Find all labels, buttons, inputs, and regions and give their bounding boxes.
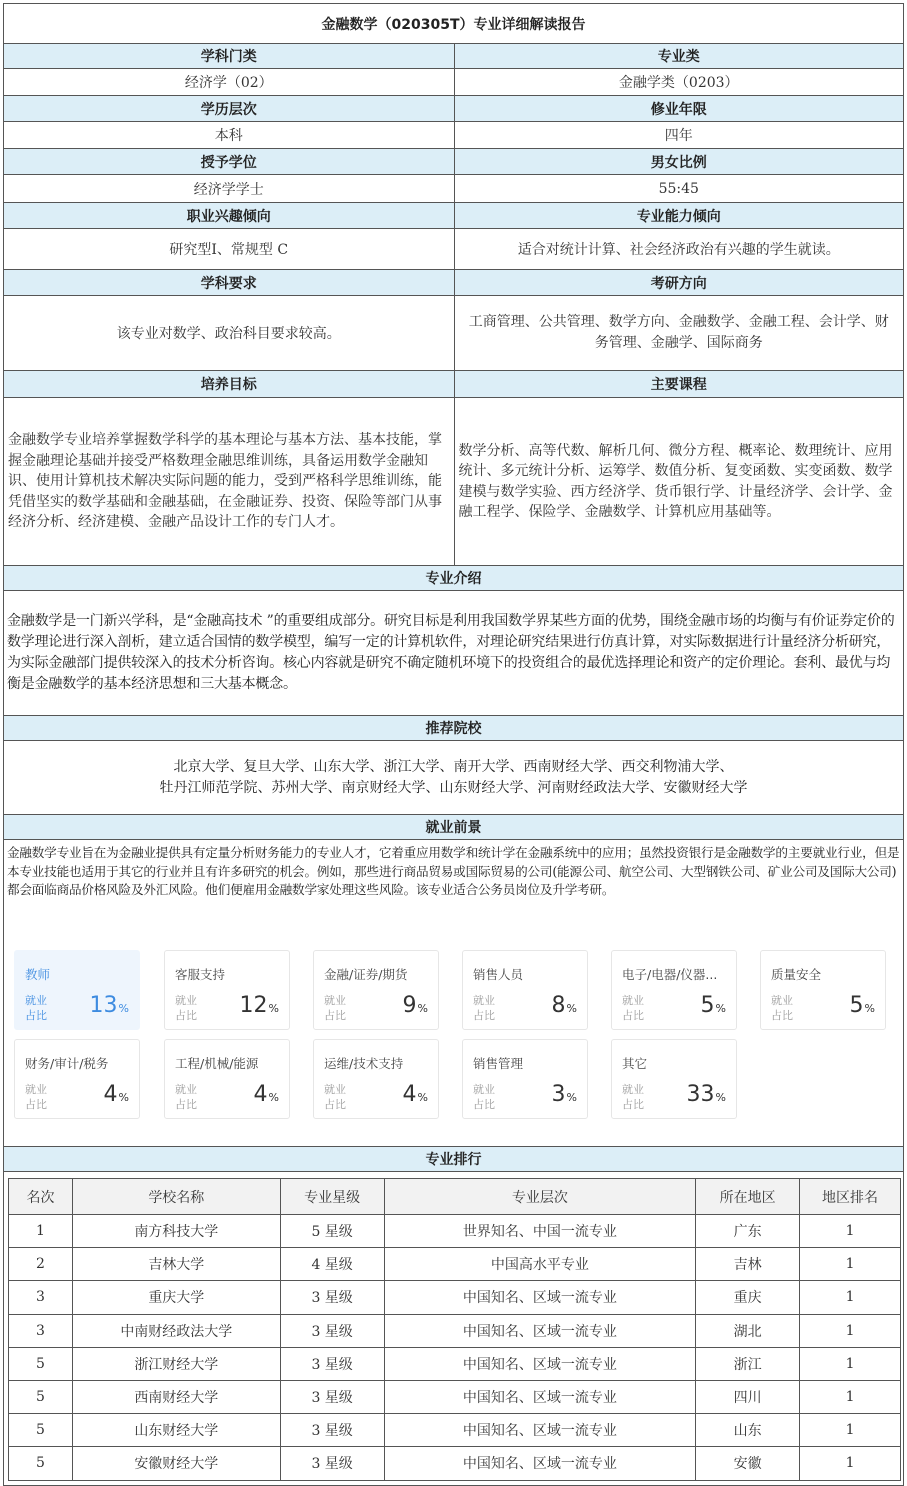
- table-cell: 世界知名、中国一流专业: [384, 1215, 696, 1248]
- table-cell: 5: [9, 1414, 73, 1447]
- interest-label: 职业兴趣倾向: [186, 208, 271, 225]
- percent-sign: %: [864, 1002, 875, 1015]
- table-row: [9, 1248, 901, 1281]
- employment-card-percent: [403, 1082, 428, 1107]
- employment-text: 金融数学专业旨在为金融业提供具有定量分析财务能力的专业人才，它着重应用数学和统计学在金融系统中的应用；虽然投资银行是金融数学的主要就业行业，但是本专业技能也适用于其它的行业并且有许多研究的机会。例如，那些进行商品贸易或国际贸易的公司(能源公司、航空公司、大型钢铁公司、矿业公司及国际大公司)都会面临商品价格风险及外汇风险。他们便雇用金融数学家处理这些风险。该专业适合公务员岗位及升学考研。: [7, 845, 900, 898]
- goal-label: 培养目标: [200, 377, 257, 393]
- employment-card-percent: [254, 1082, 279, 1107]
- table-cell: 吉林大学: [72, 1248, 280, 1281]
- percent-sign: %: [417, 1091, 428, 1104]
- ratio-value: 55:45: [454, 175, 904, 202]
- percent-sign: %: [715, 1002, 726, 1015]
- share-label-line-1: 就业: [622, 994, 644, 1007]
- employment-card-share-label: [25, 1082, 47, 1112]
- ranking-header: 专业排行: [4, 1147, 903, 1172]
- goal-value: 金融数学专业培养掌握数学科学的基本理论与基本方法、基本技能，掌握金融理论基础并接受严格数理金融思维训练，具备运用数学金融知识、使用计算机技术解决实际问题的能力，受到严格科学思维训练，能凭借坚实的数学基础和金融基础，在金融证券、投资、保险等部门从事经济分析、经济建模、金融产品设计工作的专门人才。: [8, 432, 442, 531]
- employment-card-name: 销售人员: [473, 967, 524, 982]
- table-cell: 3 星级: [280, 1414, 384, 1447]
- level-value-row: [4, 122, 903, 149]
- subject-header-row: [4, 270, 903, 296]
- employment-card[interactable]: [14, 950, 140, 1030]
- percent-value: 4: [103, 1082, 118, 1107]
- table-cell: 西南财经大学: [72, 1380, 280, 1413]
- employment-card-share-label: [175, 993, 197, 1023]
- percent-value: 12: [239, 993, 268, 1018]
- share-label-line-1: 就业: [175, 1083, 197, 1096]
- employment-card-percent: [90, 993, 129, 1018]
- percent-sign: %: [268, 1091, 279, 1104]
- share-label-line-1: 就业: [25, 1083, 47, 1096]
- percent-sign: %: [118, 1091, 129, 1104]
- table-cell: 浙江: [696, 1347, 800, 1380]
- level-label: 学历层次: [200, 101, 257, 118]
- employment-card-share-label: [771, 993, 793, 1023]
- table-cell: 中国高水平专业: [384, 1248, 696, 1281]
- employment-card-share-label: [622, 1082, 644, 1112]
- schools-line-2: 牡丹江师范学院、苏州大学、南京财经大学、山东财经大学、河南财经政法大学、安徽财经大学: [159, 779, 748, 796]
- category-label: 专业类: [454, 44, 904, 68]
- table-cell: 1: [800, 1447, 901, 1480]
- goal-value-row: [4, 398, 903, 566]
- employment-card[interactable]: [313, 1039, 439, 1119]
- share-label-line-1: 就业: [473, 994, 495, 1007]
- table-cell: 四川: [696, 1380, 800, 1413]
- ranking-body: [9, 1215, 901, 1481]
- employment-card-percent: [552, 993, 577, 1018]
- table-cell: 广东: [696, 1215, 800, 1248]
- employment-card-percent: [104, 1082, 129, 1107]
- employment-card-share-label: [622, 993, 644, 1023]
- ratio-label: 男女比例: [454, 149, 904, 174]
- employment-card[interactable]: [164, 950, 290, 1030]
- table-row: [9, 1447, 901, 1480]
- employment-card-name: 其它: [622, 1056, 648, 1071]
- table-cell: 3 星级: [280, 1281, 384, 1314]
- share-label-line-2: 占比: [25, 1098, 47, 1111]
- schools-list: [4, 741, 903, 815]
- employment-card-share-label: [324, 1082, 346, 1112]
- course-label: 主要课程: [454, 371, 904, 397]
- table-cell: 湖北: [696, 1314, 800, 1347]
- discipline-header-row: [4, 44, 903, 69]
- table-cell: 1: [800, 1215, 901, 1248]
- percent-sign: %: [566, 1091, 577, 1104]
- share-label-line-1: 就业: [771, 994, 793, 1007]
- table-cell: 1: [800, 1347, 901, 1380]
- employment-card-percent: [687, 1082, 726, 1107]
- share-label-line-2: 占比: [324, 1009, 346, 1022]
- employment-card-name: 财务/审计/税务: [25, 1056, 109, 1071]
- employment-card-percent: [240, 993, 279, 1018]
- discipline-value: 经济学（02）: [184, 75, 273, 91]
- level-header-row: [4, 96, 903, 122]
- employment-card-percent: [403, 993, 428, 1018]
- employment-card-percent: [701, 993, 726, 1018]
- table-cell: 1: [800, 1248, 901, 1281]
- table-cell: 中南财经政法大学: [72, 1314, 280, 1347]
- employment-card[interactable]: [760, 950, 886, 1030]
- ranking-column-header: 所在地区: [696, 1179, 800, 1215]
- percent-value: 5: [700, 993, 715, 1018]
- share-label-line-1: 就业: [473, 1083, 495, 1096]
- table-cell: 吉林: [696, 1248, 800, 1281]
- employment-card-percent: [552, 1082, 577, 1107]
- ranking-header-row: [9, 1179, 901, 1215]
- percent-value: 3: [551, 1082, 566, 1107]
- employment-card[interactable]: [313, 950, 439, 1030]
- employment-card-name: 质量安全: [771, 967, 822, 982]
- employment-card-name: 客服支持: [175, 967, 226, 982]
- share-label-line-2: 占比: [175, 1098, 197, 1111]
- table-cell: 中国知名、区域一流专业: [384, 1347, 696, 1380]
- ranking-table: [8, 1178, 901, 1481]
- duration-value: 四年: [454, 122, 904, 148]
- employment-card-name: 金融/证券/期货: [324, 967, 408, 982]
- share-label-line-1: 就业: [25, 994, 47, 1007]
- table-cell: 1: [800, 1314, 901, 1347]
- employment-card[interactable]: [164, 1039, 290, 1119]
- table-cell: 南方科技大学: [72, 1215, 280, 1248]
- table-row: [9, 1215, 901, 1248]
- schools-header: 推荐院校: [4, 716, 903, 741]
- employment-card-share-label: [324, 993, 346, 1023]
- course-value: 数学分析、高等代数、解析几何、微分方程、概率论、数理统计、应用统计、多元统计分析、运筹学、数值分析、复变函数、实变函数、数学建模与数学实验、西方经济学、货币银行学、计量经济学、会计学、金融工程学、保险学、金融数学、计算机应用基础等。: [454, 398, 904, 565]
- table-cell: 中国知名、区域一流专业: [384, 1314, 696, 1347]
- table-cell: 安徽财经大学: [72, 1447, 280, 1480]
- share-label-line-2: 占比: [324, 1098, 346, 1111]
- degree-value-row: [4, 175, 903, 203]
- table-cell: 3 星级: [280, 1314, 384, 1347]
- ranking-column-header: 专业星级: [280, 1179, 384, 1215]
- percent-value: 8: [551, 993, 566, 1018]
- share-label-line-2: 占比: [473, 1009, 495, 1022]
- table-cell: 3 星级: [280, 1347, 384, 1380]
- ranking-column-header: 地区排名: [800, 1179, 901, 1215]
- employment-card-name: 电子/电器/仪器...: [622, 967, 718, 982]
- employment-card-name: 工程/机械/能源: [175, 1056, 259, 1071]
- employment-card-share-label: [473, 1082, 495, 1112]
- employment-card[interactable]: [462, 950, 588, 1030]
- table-cell: 3: [9, 1314, 73, 1347]
- table-cell: 1: [9, 1215, 73, 1248]
- employment-card-percent: [850, 993, 875, 1018]
- ability-value: 适合对统计计算、社会经济政治有兴趣的学生就读。: [454, 229, 904, 269]
- table-cell: 5 星级: [280, 1215, 384, 1248]
- employment-card-name: 教师: [25, 967, 51, 982]
- percent-sign: %: [566, 1002, 577, 1015]
- share-label-line-1: 就业: [324, 994, 346, 1007]
- discipline-label: 学科门类: [200, 49, 257, 65]
- table-cell: 中国知名、区域一流专业: [384, 1414, 696, 1447]
- subject-label: 学科要求: [200, 275, 257, 292]
- duration-label: 修业年限: [454, 96, 904, 121]
- intro-header: 专业介绍: [4, 566, 903, 591]
- table-cell: 1: [800, 1414, 901, 1447]
- table-row: [9, 1347, 901, 1380]
- table-cell: 3: [9, 1281, 73, 1314]
- subject-value: 该专业对数学、政治科目要求较高。: [116, 326, 341, 342]
- ranking-column-header: 学校名称: [72, 1179, 280, 1215]
- degree-label: 授予学位: [200, 154, 257, 171]
- percent-value: 4: [253, 1082, 268, 1107]
- employment-card[interactable]: [14, 1039, 140, 1119]
- table-cell: 中国知名、区域一流专业: [384, 1281, 696, 1314]
- table-cell: 1: [800, 1281, 901, 1314]
- table-row: [9, 1314, 901, 1347]
- report-title: 金融数学（020305T）专业详细解读报告: [4, 4, 903, 44]
- share-label-line-2: 占比: [622, 1009, 644, 1022]
- share-label-line-1: 就业: [622, 1083, 644, 1096]
- employment-card-name: 运维/技术支持: [324, 1056, 404, 1071]
- percent-value: 4: [402, 1082, 417, 1107]
- percent-value: 13: [89, 993, 118, 1018]
- employment-card-share-label: [175, 1082, 197, 1112]
- share-label-line-2: 占比: [771, 1009, 793, 1022]
- share-label-line-1: 就业: [324, 1083, 346, 1096]
- discipline-value-row: [4, 69, 903, 96]
- ranking-column-header: 专业层次: [384, 1179, 696, 1215]
- table-cell: 1: [800, 1380, 901, 1413]
- postgrad-value: 工商管理、公共管理、数学方向、金融数学、金融工程、会计学、财务管理、金融学、国际商务: [454, 296, 904, 370]
- table-cell: 5: [9, 1380, 73, 1413]
- table-cell: 山东财经大学: [72, 1414, 280, 1447]
- interest-value: 研究型I、常规型 C: [169, 242, 289, 258]
- table-cell: 浙江财经大学: [72, 1347, 280, 1380]
- subject-value-row: [4, 296, 903, 371]
- table-cell: 3 星级: [280, 1380, 384, 1413]
- percent-value: 5: [849, 993, 864, 1018]
- table-cell: 中国知名、区域一流专业: [384, 1380, 696, 1413]
- percent-sign: %: [268, 1002, 279, 1015]
- table-cell: 中国知名、区域一流专业: [384, 1447, 696, 1480]
- report: [3, 3, 904, 1486]
- share-label-line-2: 占比: [622, 1098, 644, 1111]
- level-value: 本科: [214, 128, 243, 144]
- category-value: 金融学类（0203）: [454, 69, 904, 95]
- table-cell: 3 星级: [280, 1447, 384, 1480]
- degree-header-row: [4, 149, 903, 175]
- interest-header-row: [4, 203, 903, 229]
- table-cell: 4 星级: [280, 1248, 384, 1281]
- employment-card[interactable]: [462, 1039, 588, 1119]
- interest-value-row: [4, 229, 903, 270]
- employment-header: 就业前景: [4, 815, 903, 840]
- table-row: [9, 1380, 901, 1413]
- degree-value: 经济学学士: [193, 181, 264, 198]
- schools-line-1: 北京大学、复旦大学、山东大学、浙江大学、南开大学、西南财经大学、西交利物浦大学、: [173, 758, 734, 775]
- percent-value: 33: [686, 1082, 715, 1107]
- postgrad-label: 考研方向: [454, 270, 904, 295]
- employment-card[interactable]: [611, 1039, 737, 1119]
- table-row: [9, 1281, 901, 1314]
- table-cell: 5: [9, 1347, 73, 1380]
- ranking-column-header: 名次: [9, 1179, 73, 1215]
- table-cell: 安徽: [696, 1447, 800, 1480]
- percent-sign: %: [118, 1002, 129, 1015]
- employment-card-share-label: [25, 993, 47, 1023]
- table-cell: 重庆: [696, 1281, 800, 1314]
- employment-card-name: 销售管理: [473, 1056, 524, 1071]
- ability-label: 专业能力倾向: [454, 203, 904, 228]
- intro-text: 金融数学是一门新兴学科，是“金融高技术 ”的重要组成部分。研究目标是利用我国数学界某些方面的优势，围绕金融市场的均衡与有价证券定价的数学理论进行深入剖析，建立适合国情的数学模型，编写一定的计算机软件，对理论研究结果进行仿真计算，对实际数据进行计量经济分析研究，为实际金融部门提供较深入的技术分析咨询。核心内容就是研究不确定随机环境下的投资组合的最优选择理论和资产的定价理论。套利、最优与均衡是金融数学的基本经济思想和三大基本概念。: [4, 591, 903, 716]
- share-label-line-1: 就业: [175, 994, 197, 1007]
- table-cell: 山东: [696, 1414, 800, 1447]
- goal-header-row: [4, 371, 903, 398]
- table-row: [9, 1414, 901, 1447]
- employment-card-share-label: [473, 993, 495, 1023]
- share-label-line-2: 占比: [473, 1098, 495, 1111]
- share-label-line-2: 占比: [25, 1009, 47, 1022]
- employment-section: [4, 840, 903, 1147]
- table-cell: 重庆大学: [72, 1281, 280, 1314]
- table-cell: 2: [9, 1248, 73, 1281]
- employment-card[interactable]: [611, 950, 737, 1030]
- table-cell: 5: [9, 1447, 73, 1480]
- percent-sign: %: [715, 1091, 726, 1104]
- percent-value: 9: [402, 993, 417, 1018]
- percent-sign: %: [417, 1002, 428, 1015]
- share-label-line-2: 占比: [175, 1009, 197, 1022]
